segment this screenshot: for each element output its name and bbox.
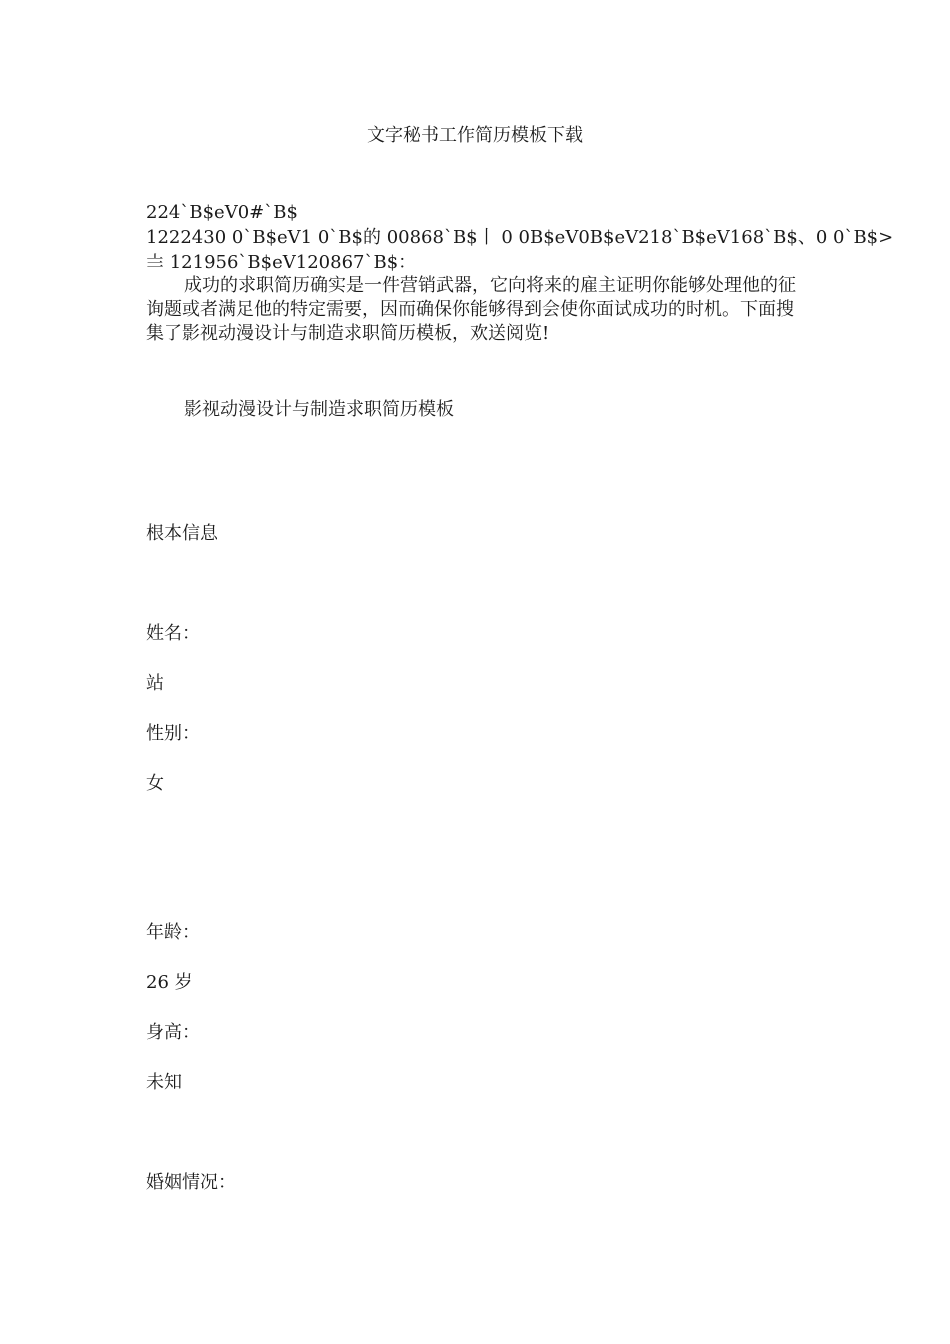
resume-subtitle: 影视动漫设计与制造求职简历模板 [184, 399, 454, 420]
intro-paragraph: 成功的求职简历确实是一件营销武器，它向将来的雇主证明你能够处理他的征询题或者满足他的特定需要，因而确保你能够得到会使你面试成功的时机。下面搜集了影视动漫设计与制造求职简历模板，欢送阅览! [146, 275, 796, 344]
field-value-gender: 女 [146, 773, 164, 794]
field-label-gender: 性别： [146, 723, 200, 744]
garbled-line-1: 224`B$eV0#`B$ [146, 202, 298, 223]
field-label-age: 年龄： [146, 922, 200, 943]
field-label-height: 身高： [146, 1022, 200, 1043]
document-title: 文字秘书工作简历模板下载 [367, 125, 583, 146]
field-label-name: 姓名： [146, 623, 200, 644]
garbled-line-2: 1222430 0`B$eV1 0`B$的 00868`B$丨 0 0B$eV0B$eV218`B$eV168`B$、0 0`B$> [146, 227, 894, 248]
section-heading-basic-info: 根本信息 [146, 523, 218, 544]
garbled-line-3: 〨 121956`B$eV120867`B$： [146, 252, 417, 273]
field-value-height: 未知 [146, 1072, 182, 1093]
field-label-marital-status: 婚姻情况： [146, 1172, 236, 1193]
field-value-age: 26 岁 [146, 972, 193, 993]
field-value-name: 站 [146, 673, 164, 694]
